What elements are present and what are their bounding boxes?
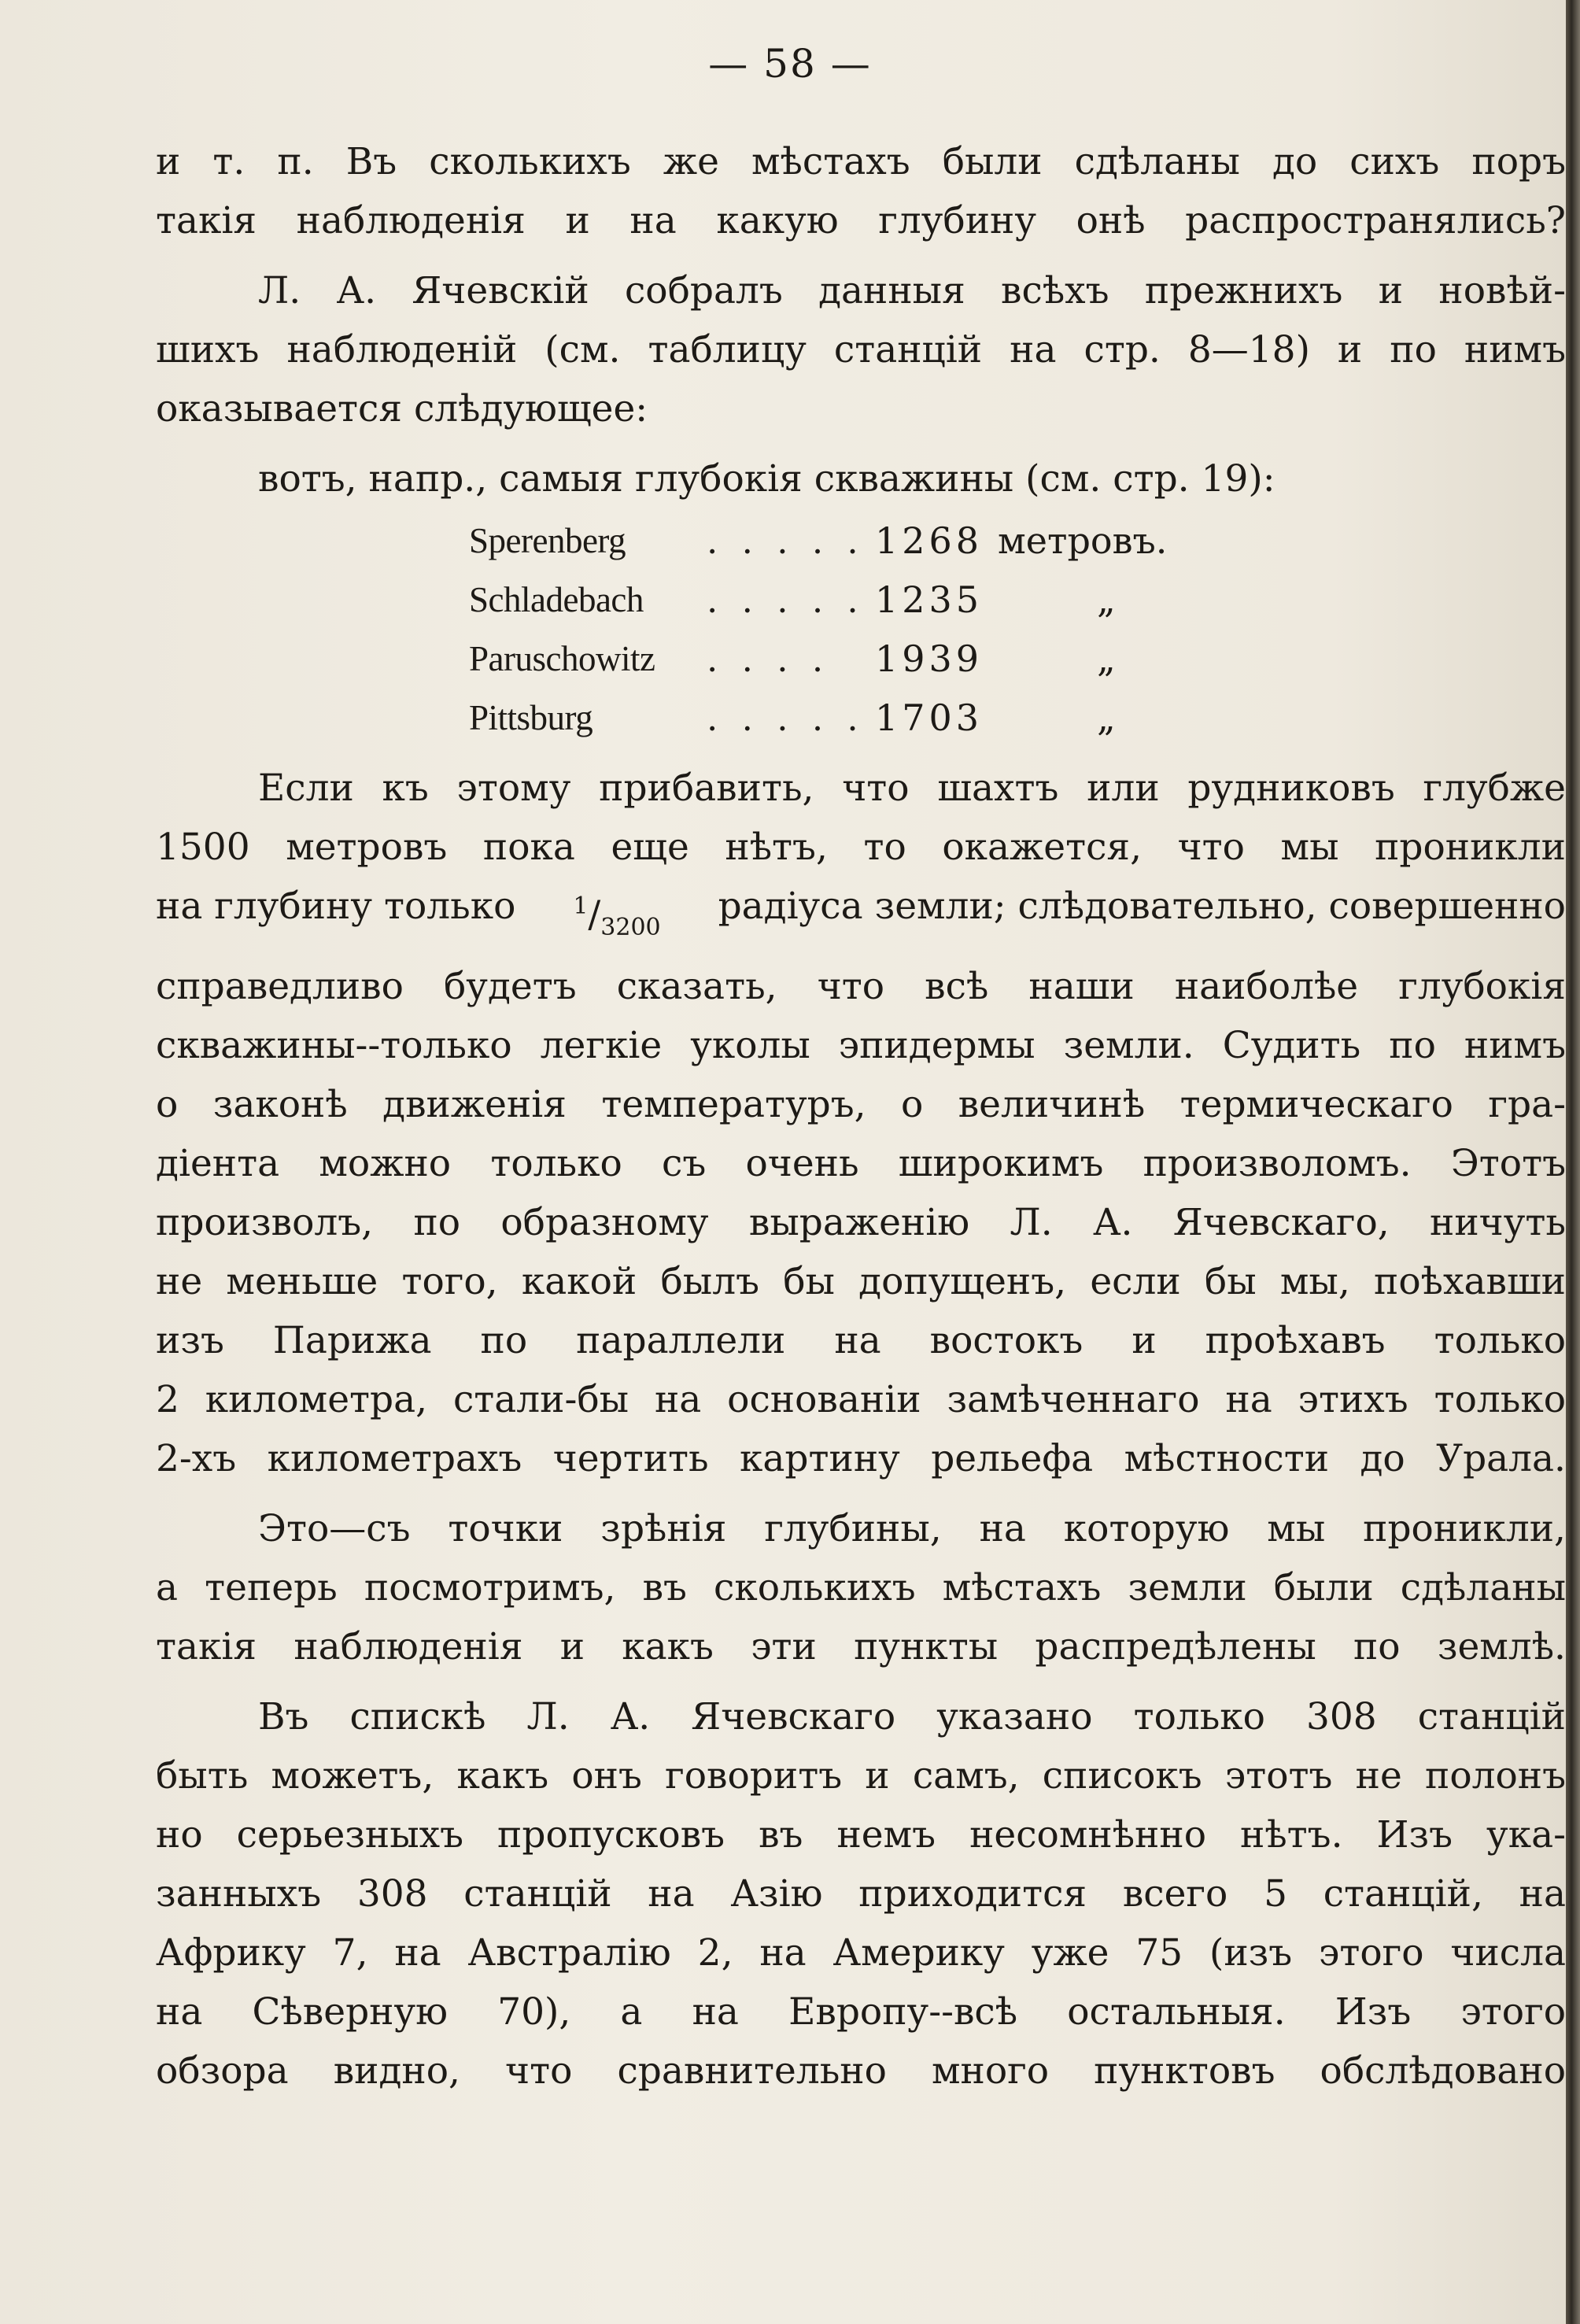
leader-dots: . . . . . — [707, 520, 865, 562]
text-line: Это—съ точки зрѣнія глубины, на которую мы проникли, — [258, 1507, 1566, 1551]
depth-unit: метровъ. — [998, 519, 1168, 562]
text-line: быть можетъ, какъ онъ говоритъ и самъ, списокъ этотъ не полонъ — [156, 1754, 1566, 1798]
text-line: Въ спискѣ Л. А. Ячевскаго указано только 308 станцій — [258, 1695, 1566, 1739]
page-number: — 58 — — [708, 41, 872, 87]
text-line-with-fraction — [156, 877, 1566, 957]
text-line: не меньше того, какой былъ бы допущенъ, если бы мы, поѣхавши — [156, 1260, 1566, 1304]
text-line: занныхъ 308 станцій на Азію приходится всего 5 станцій, на — [156, 1872, 1566, 1916]
text-line: но серьезныхъ пропусковъ въ немъ несомнѣнно нѣтъ. Изъ ука- — [156, 1813, 1566, 1857]
table-row — [469, 630, 1566, 689]
text-line: діента можно только съ очень широкимъ произволомъ. Этотъ — [156, 1142, 1566, 1186]
text-fragment: радіуса земли; слѣдовательно, совершенно — [718, 885, 1566, 928]
text-line: Африку 7, на Австралію 2, на Америку уже 75 (изъ этого числа — [156, 1931, 1566, 1975]
text-line: на Сѣверную 70), а на Европу--всѣ остальныя. Изъ этого — [156, 1990, 1566, 2034]
text-line: а теперь посмотримъ, въ сколькихъ мѣстахъ земли были сдѣланы — [156, 1566, 1566, 1610]
borehole-depth: 1703 — [875, 696, 984, 739]
table-row — [469, 689, 1566, 748]
text-line: справедливо будетъ сказать, что всѣ наши наиболѣе глубокія — [156, 965, 1566, 1009]
table-row — [469, 512, 1566, 571]
borehole-depth: 1268 — [875, 519, 984, 562]
text-line: о законѣ движенія температуръ, о величинѣ термическаго гра- — [156, 1083, 1566, 1127]
text-fragment: на глубину только — [156, 885, 516, 928]
text-line: 2 километра, стали-бы на основаніи замѣченнаго на этихъ только — [156, 1378, 1566, 1422]
page-binding-edge — [1566, 0, 1580, 2324]
borehole-depth: 1235 — [875, 578, 984, 621]
depth-unit: „ — [1097, 696, 1116, 739]
list-intro: вотъ, напр., самыя глубокія скважины (см. стр. 19): — [258, 457, 1275, 501]
text-line: 2-хъ километрахъ чертить картину рельефа мѣстности до Урала. — [156, 1437, 1566, 1481]
leader-dots: . . . . — [707, 638, 830, 680]
borehole-place: Pittsburg — [469, 698, 593, 737]
text-line: такія наблюденія и какъ эти пункты распредѣлены по землѣ. — [156, 1625, 1566, 1669]
text-line: обзора видно, что сравнительно много пунктовъ обслѣдовано — [156, 2049, 1566, 2093]
table-row — [469, 571, 1566, 630]
text-line: оказывается слѣдующее: — [156, 387, 648, 430]
text-line: и т. п. Въ сколькихъ же мѣстахъ были сдѣланы до сихъ поръ — [156, 140, 1566, 183]
borehole-place: Sperenberg — [469, 521, 626, 560]
text-line: скважины--только легкіе уколы эпидермы земли. Судить по нимъ — [156, 1024, 1566, 1068]
text-line: произволъ, по образному выраженію Л. А. Ячевскаго, ничуть — [156, 1201, 1566, 1245]
borehole-place: Schladebach — [469, 580, 644, 619]
fraction: $^1/_{3200}$ — [573, 892, 661, 942]
fraction-numerator: 1 — [573, 892, 589, 920]
borehole-table — [469, 512, 1566, 748]
text-line: такія наблюденія и на какую глубину онѣ распространялись? — [156, 199, 1566, 242]
text-line: 1500 метровъ пока еще нѣтъ, то окажется, что мы проникли — [156, 826, 1566, 869]
text-line: Л. А. Ячевскій собралъ данныя всѣхъ прежнихъ и новѣй- — [258, 269, 1566, 312]
borehole-depth: 1939 — [875, 637, 984, 680]
fraction-denominator: 3200 — [600, 914, 661, 942]
leader-dots: . . . . . — [707, 697, 865, 739]
leader-dots: . . . . . — [707, 579, 865, 621]
text-line: Если къ этому прибавить, что шахтъ или рудниковъ глубже — [258, 767, 1566, 810]
depth-unit: „ — [1097, 578, 1116, 621]
body-text — [156, 132, 1566, 2100]
text-line: шихъ наблюденій (см. таблицу станцій на стр. 8—18) и по нимъ — [156, 328, 1566, 371]
text-line: изъ Парижа по параллели на востокъ и проѣхавъ только — [156, 1319, 1566, 1363]
depth-unit: „ — [1097, 637, 1116, 680]
borehole-place: Paruschowitz — [469, 639, 655, 678]
